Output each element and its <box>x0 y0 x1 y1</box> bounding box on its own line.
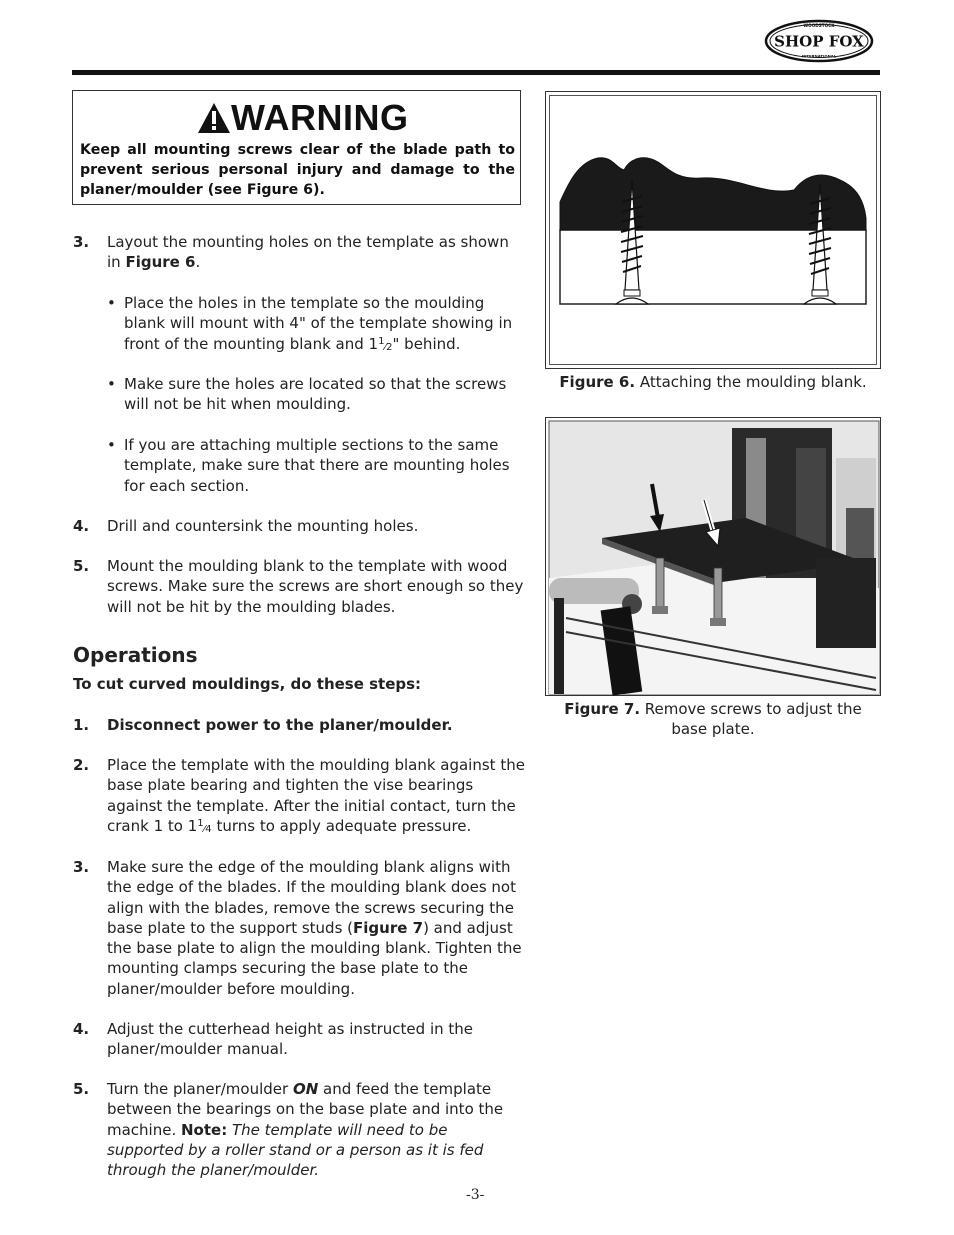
figure-7-frame <box>545 417 881 696</box>
step-number: 3. <box>73 233 90 251</box>
warning-triangle-icon <box>197 102 231 134</box>
section-heading-operations: Operations <box>73 643 198 667</box>
header-rule <box>72 70 880 75</box>
figure-6-ref: Figure 6 <box>125 253 196 272</box>
figure-7-photo <box>546 418 882 697</box>
page-number: -3- <box>466 1187 485 1203</box>
warning-box <box>72 90 521 205</box>
figure-7-ref: Figure 7 <box>353 918 424 937</box>
figure-6-caption: Figure 6. Attaching the moulding blank. <box>559 373 867 391</box>
warning-text: Keep all mounting screws clear of the blade path to prevent serious personal injury and damage to the planer/moulder (see Figure 6). <box>80 142 515 198</box>
operations-lead: To cut curved mouldings, do these steps: <box>73 675 422 693</box>
logo-arc-top: WOODSTOCK <box>803 23 835 28</box>
logo-arc-bottom: INTERNATIONAL <box>801 53 837 59</box>
shop-fox-logo <box>764 18 874 64</box>
logo-text: SHOP FOX <box>774 32 864 51</box>
figure-6-illustration <box>546 92 882 370</box>
figure-7-caption: Figure 7. Remove screws to adjust the base plate. <box>564 700 862 738</box>
warning-header <box>197 99 409 137</box>
figure-6-frame <box>545 91 881 369</box>
warning-title: WARNING <box>231 97 409 138</box>
